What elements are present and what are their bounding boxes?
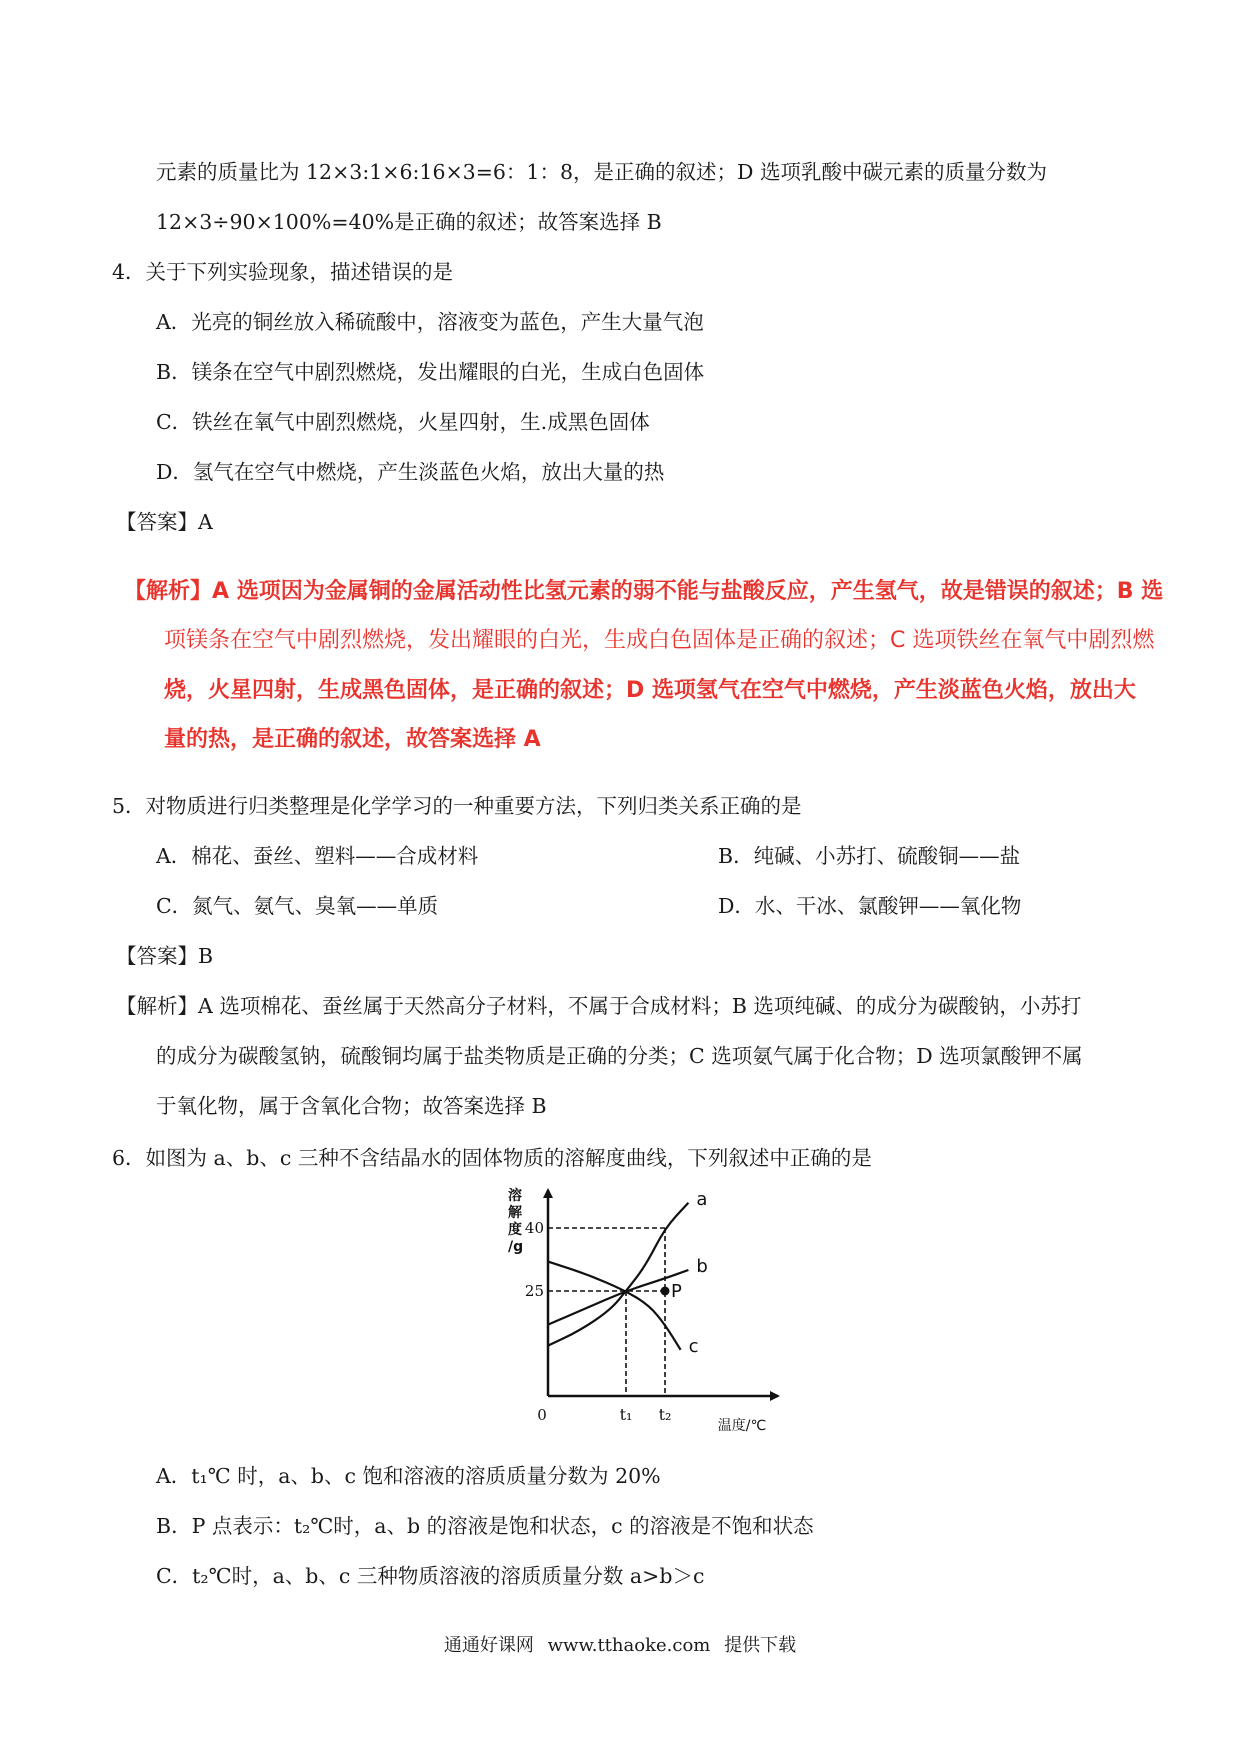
analysis-label: 【解析】 xyxy=(124,579,213,604)
q4-option-d: D．氢气在空气中燃烧，产生淡蓝色火焰，放出大量的热 xyxy=(156,460,665,484)
series-layer xyxy=(548,1189,708,1357)
q5-stem: 5．对物质进行归类整理是化学学习的一种重要方法，下列归类关系正确的是 xyxy=(112,794,802,818)
q4-answer xyxy=(116,508,213,536)
x-axis-label: 温度/℃ xyxy=(717,1418,767,1434)
q5-option-c: C．氮气、氨气、臭氧——单质 xyxy=(156,894,439,918)
q6-option-b: B．P 点表示：t₂℃时，a、b 的溶液是饱和状态，c 的溶液是不饱和状态 xyxy=(156,1514,814,1538)
page-footer xyxy=(0,1634,1240,1658)
series-line-b xyxy=(548,1270,688,1325)
analysis-text: A 选项因为金属铜的金属活动性比氢元素的弱不能与盐酸反应，产生氢气，故是错误的叙述；B 选 xyxy=(212,579,1164,604)
q5-analysis-line1 xyxy=(116,992,1081,1020)
x-tick-label: t₁ xyxy=(619,1405,633,1424)
series-label-b: b xyxy=(696,1256,708,1277)
q6-option-a: A．t₁℃ 时，a、b、c 饱和溶液的溶质质量分数为 20% xyxy=(156,1464,661,1488)
q4-analysis-line2 xyxy=(164,626,1154,656)
footer-url[interactable]: www.tthaoke.com xyxy=(547,1635,711,1656)
q4-option-a: A．光亮的铜丝放入稀硫酸中，溶液变为蓝色，产生大量气泡 xyxy=(156,310,704,334)
answer-value: B xyxy=(198,944,214,968)
q5-analysis-line3: 于氧化物，属于含氧化合物；故答案选择 B xyxy=(156,1094,547,1118)
q4-option-b: B．镁条在空气中剧烈燃烧，发出耀眼的白光，生成白色固体 xyxy=(156,360,705,384)
y-axis-label: 溶解度/g xyxy=(508,1188,524,1255)
q4-option-c: C．铁丝在氧气中剧烈燃烧，火星四射，生.成黑色固体 xyxy=(156,410,650,434)
q5-option-a: A．棉花、蚕丝、塑料——合成材料 xyxy=(156,844,479,868)
footer-site-name: 通通好课网 xyxy=(443,1635,534,1656)
q5-option-b: B．纯碱、小苏打、硫酸铜——盐 xyxy=(718,844,1021,868)
q5-options-row1 xyxy=(156,842,1021,870)
footer-suffix: 提供下载 xyxy=(724,1635,797,1656)
answer-value: A xyxy=(198,510,213,534)
q5-option-d: D．水、干冰、氯酸钾——氧化物 xyxy=(718,894,1022,918)
q4-analysis-line1 xyxy=(124,577,1163,607)
analysis-text: 项镁条在空气中剧烈燃烧，发出耀眼的白光，生成白色固体是正确的叙述；C 选项铁丝在氧气中剧烈燃 xyxy=(164,628,1155,653)
origin-label: 0 xyxy=(537,1406,547,1424)
q6-option-c: C．t₂℃时，a、b、c 三种物质溶液的溶质质量分数 a>b＞c xyxy=(156,1564,705,1588)
point-P xyxy=(661,1287,670,1296)
solubility-chart xyxy=(500,1184,790,1436)
q4-analysis-line4: 量的热，是正确的叙述，故答案选择 A xyxy=(164,727,541,752)
q5-options-row2 xyxy=(156,892,1022,920)
series-line-a xyxy=(548,1203,688,1346)
q5-analysis-line2: 的成分为碳酸氢钠，硫酸铜均属于盐类物质是正确的分类；C 选项氨气属于化合物；D 选项氯酸钾不属 xyxy=(156,1044,1083,1068)
answer-label: 【答案】 xyxy=(116,944,198,968)
point-label-P: P xyxy=(671,1281,682,1302)
analysis-label: 【解析】 xyxy=(116,994,198,1018)
answer-label: 【答案】 xyxy=(116,510,198,534)
q3-analysis-cont-line2: 12×3÷90×100%=40%是正确的叙述；故答案选择 B xyxy=(156,210,662,234)
q3-analysis-cont-line1: 元素的质量比为 12×3:1×6:16×3=6：1：8，是正确的叙述；D 选项乳酸中碳元素的质量分数为 xyxy=(156,160,1047,184)
y-tick-label: 40 xyxy=(524,1219,544,1237)
series-label-c: c xyxy=(688,1335,699,1357)
series-label-a: a xyxy=(696,1188,708,1210)
q5-answer xyxy=(116,942,213,970)
q4-analysis-line3: 烧，火星四射，生成黑色固体，是正确的叙述；D 选项氢气在空气中燃烧，产生淡蓝色火焰，放出大 xyxy=(164,678,1136,703)
q4-stem: 4．关于下列实验现象，描述错误的是 xyxy=(112,260,454,284)
analysis-text: A 选项棉花、蚕丝属于天然高分子材料，不属于合成材料；B 选项纯碱、的成分为碳酸钠，小苏打 xyxy=(198,994,1082,1018)
x-tick-label: t₂ xyxy=(658,1405,672,1424)
y-tick-label: 25 xyxy=(524,1282,544,1300)
q6-stem: 6．如图为 a、b、c 三种不含结晶水的固体物质的溶解度曲线，下列叙述中正确的是 xyxy=(112,1146,872,1170)
